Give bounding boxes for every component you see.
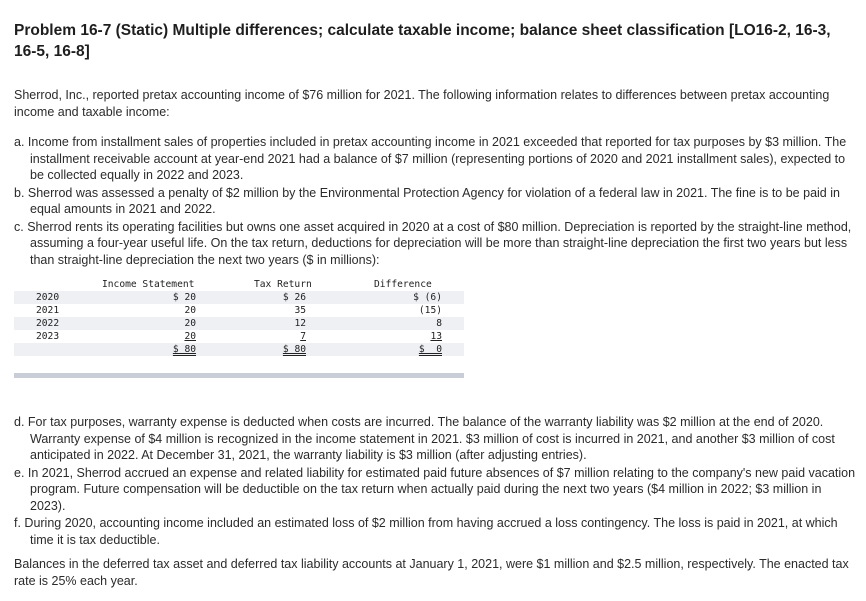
list-item-a: a. Income from installment sales of properties included in pretax accounting income in 2021 exceeded that reported for tax purposes by $3 million. The installment receivable account at year-end 2021 had a balance of $7 million (representing portions of 2020 and 2021 installment sales), expected to be collected equally in 2022 and 2023. <box>14 135 847 182</box>
closing-paragraph: Balances in the deferred tax asset and deferred tax liability accounts at January 1, 2021, were $1 million and $2.5 million, respectively. The enacted tax rate is 25% each year. <box>14 557 849 588</box>
list-item-e: e. In 2021, Sherrod accrued an expense and related liability for estimated paid future absences of $7 million relating to the company's new paid vacation program. Future compensation will be deductible on the tax return when actually paid during the next two years ($4 million in 2022; $3 million in 2023). <box>14 465 856 513</box>
table-cell-difference: 8 <box>436 318 442 329</box>
table-bottom-bar <box>14 373 464 378</box>
table-cell-difference: $ (6) <box>413 292 442 303</box>
table-row-year: 2020 <box>36 292 60 303</box>
table-row-year: 2021 <box>36 305 60 316</box>
depreciation-table <box>14 278 464 378</box>
table-total-tax-return: $ 80 <box>282 344 306 355</box>
items-list-top <box>14 134 859 269</box>
table-cell-tax-return: 7 <box>300 331 306 342</box>
table-cell-income-statement: $ 20 <box>172 292 196 303</box>
table-cell-income-statement: 20 <box>184 331 196 342</box>
col-header-income-statement: Income Statement <box>102 279 195 290</box>
list-item-d: d. For tax purposes, warranty expense is deducted when costs are incurred. The balance of the warranty liability was $2 million at the end of 2020. Warranty expense of $4 million is recognized in the income statement in 2021. $3 million of cost is incurred in 2021, and another $3 million of cost anticipated in 2022. At December 31, 2021, the warranty liability is $3 million (after adjusting entries). <box>14 415 835 462</box>
col-header-tax-return: Tax Return <box>254 279 312 290</box>
table-cell-difference: (15) <box>418 305 442 316</box>
table-total-income-statement: $ 80 <box>172 344 196 355</box>
problem-title: Problem 16-7 (Static) Multiple differences; calculate taxable income; balance sheet classification [LO16-2, 16-3, 16-5, 16-8] <box>14 22 831 60</box>
list-item-c: c. Sherrod rents its operating facilities but owns one asset acquired in 2020 at a cost of $80 million. Depreciation is reported by the straight-line method, assuming a four-year useful life. On the tax return, deductions for depreciation will be more than straight-line depreciation the first two years but less than straight-line depreciation the next two years ($ in millions): <box>14 219 852 267</box>
table-cell-income-statement: 20 <box>184 318 196 329</box>
table-cell-income-statement: 20 <box>184 305 196 316</box>
table-cell-tax-return: $ 26 <box>282 292 306 303</box>
table-total-difference: $ 0 <box>418 344 442 355</box>
table-row-year: 2023 <box>36 331 60 342</box>
table-cell-tax-return: 35 <box>294 305 306 316</box>
list-item-f: f. During 2020, accounting income included an estimated loss of $2 million from having accrued a loss contingency. The loss is paid in 2021, at which time it is tax deductible. <box>14 516 838 547</box>
table-row-year: 2022 <box>36 318 60 329</box>
items-list-bottom <box>14 414 859 549</box>
list-item-b: b. Sherrod was assessed a penalty of $2 million by the Environmental Protection Agency for violation of a federal law in 2021. The fine is to be paid in equal amounts in 2021 and 2022. <box>14 185 840 216</box>
col-header-difference: Difference <box>374 279 432 290</box>
intro-paragraph: Sherrod, Inc., reported pretax accounting income of $76 million for 2021. The following information relates to differences between pretax accounting income and taxable income: <box>14 88 830 119</box>
table-cell-tax-return: 12 <box>294 318 306 329</box>
table-cell-difference: 13 <box>430 331 442 342</box>
